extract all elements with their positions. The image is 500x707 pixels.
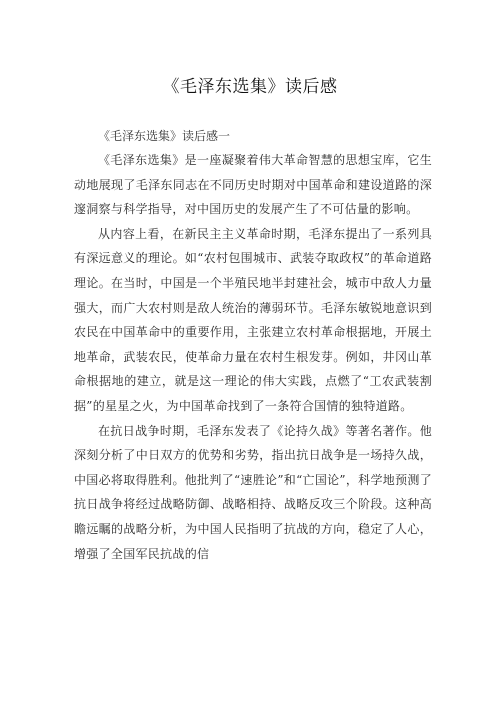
paragraph-new-democratic-revolution: 从内容上看，在新民主主义革命时期，毛泽东提出了一系列具有深远意义的理论。如“农村包围城市、武装夺取政权”的革命道路理论。在当时，中国是一个半殖民地半封建社会，城市中敌人力量强大，而广大农村则是敌人统治的薄弱环节。毛泽东敏锐地意识到农民在中国革命中的重要作用，主张建立农村革命根据地，开展土地革命，武装农民，使革命力量在农村生根发芽。例如，井冈山革命根据地的建立，就是这一理论的伟大实践，点燃了“工农武装割据”的星星之火，为中国革命找到了一条符合国情的独特道路。	[74, 226, 432, 413]
document-body	[74, 124, 432, 566]
paragraph-anti-japanese-war: 在抗日战争时期，毛泽东发表了《论持久战》等著名著作。他深刻分析了中日双方的优势和劣势，指出抗日战争是一场持久战，中国必将取得胜利。他批判了“速胜论”和“亡国论”，科学地预测了抗日战争将经过战略防御、战略相持、战略反攻三个阶段。这种高瞻远瞩的战略分析，为中国人民指明了抗战的方向，稳定了人心，增强了全国军民抗战的信	[74, 423, 432, 561]
paragraph-intro: 《毛泽东选集》是一座凝聚着伟大革命智慧的思想宝库，它生动地展现了毛泽东同志在不同历史时期对中国革命和建设道路的深邃洞察与科学指导，对中国历史的发展产生了不可估量的影响。	[74, 153, 432, 217]
section-subtitle: 《毛泽东选集》读后感一	[98, 129, 231, 143]
document-title: 《毛泽东选集》读后感	[162, 77, 338, 97]
